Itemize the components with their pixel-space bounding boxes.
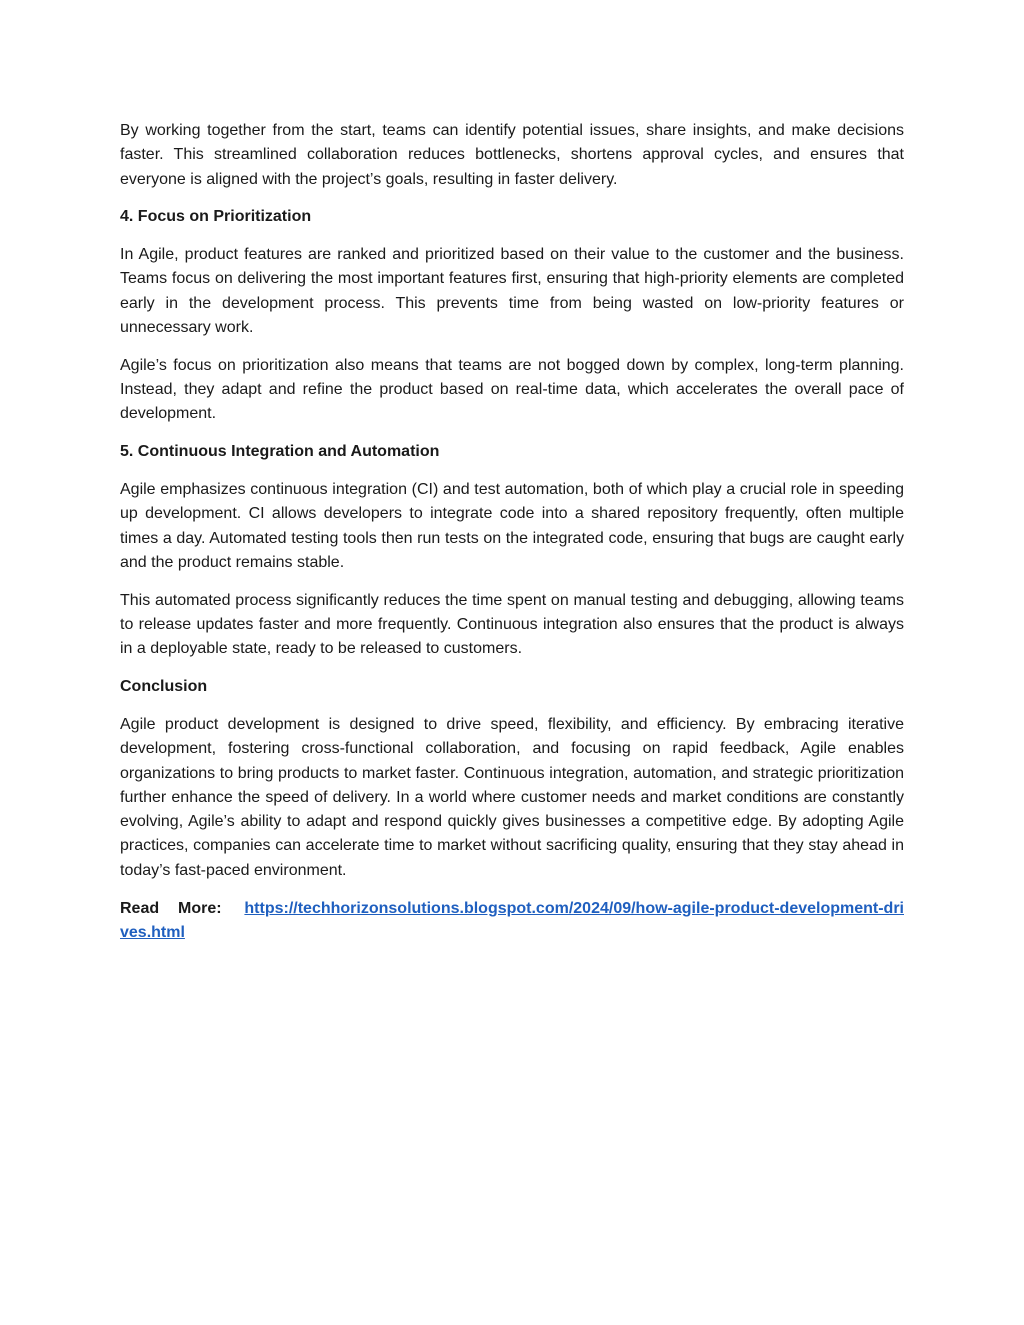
section-heading-continuous-integration: 5. Continuous Integration and Automation bbox=[120, 443, 440, 461]
section-heading-conclusion: Conclusion bbox=[120, 678, 208, 696]
paragraph: Agile product development is designed to drive speed, flexibility, and efficiency. By embracing iterative development, fostering cross-functional collaboration, and focusing on rapid feedback, Agile enables organizations to bring products to market faster. Continuous integration, automation, and strategic prioritization further enhance the speed of delivery. In a world where customer needs and market conditions are constantly evolving, Agile’s ability to adapt and respond quickly gives businesses a competitive edge. By adopting Agile practices, companies can accelerate time to market without sacrificing quality, ensuring that they stay ahead in today’s fast-paced environment. bbox=[120, 715, 904, 879]
read-more-label: Read More: bbox=[120, 899, 222, 917]
section-heading-prioritization: 4. Focus on Prioritization bbox=[120, 208, 312, 226]
intro-paragraph: By working together from the start, teams can identify potential issues, share insights, and make decisions faster. This streamlined collaboration reduces bottlenecks, shortens approval cycles, and ensures that everyone is aligned with the project’s goals, resulting in faster delivery. bbox=[120, 122, 904, 188]
document-page bbox=[120, 119, 904, 959]
read-more-line bbox=[120, 897, 904, 946]
paragraph: Agile emphasizes continuous integration (CI) and test automation, both of which play a crucial role in speeding up development. CI allows developers to integrate code into a shared repository frequently, often multiple times a day. Automated testing tools then run tests on the integrated code, ensuring that bugs are caught early and the product remains stable. bbox=[120, 481, 904, 571]
paragraph: This automated process significantly reduces the time spent on manual testing and debugging, allowing teams to release updates faster and more frequently. Continuous integration also ensures that the product is always in a deployable state, ready to be released to customers. bbox=[120, 591, 904, 658]
read-more-link[interactable]: https://techhorizonsolutions.blogspot.com/2024/09/how-agile-product-development-drives.html bbox=[120, 899, 904, 941]
paragraph: In Agile, product features are ranked and prioritized based on their value to the customer and the business. Teams focus on delivering the most important features first, ensuring that high-priority elements are completed early in the development process. This prevents time from being wasted on low-priority features or unnecessary work. bbox=[120, 246, 904, 337]
paragraph: Agile’s focus on prioritization also means that teams are not bogged down by complex, long-term planning. Instead, they adapt and refine the product based on real-time data, which accelerates the overall pace of development. bbox=[120, 356, 904, 423]
